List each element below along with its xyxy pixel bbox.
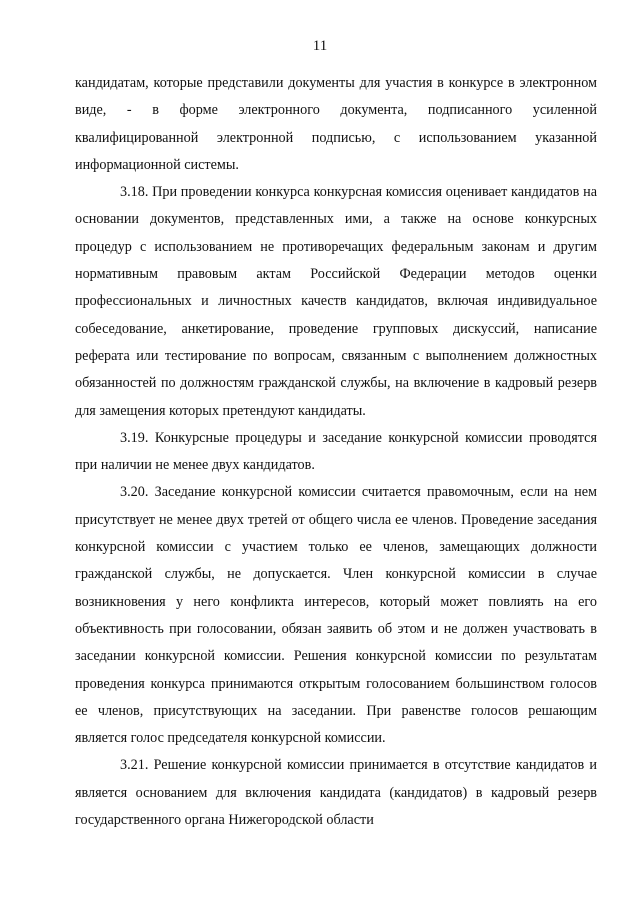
- paragraph-3-18: 3.18. При проведении конкурса конкурсная комиссия оценивает кандидатов на основании документов, представленных ими, а также на основе конкурсных процедур с использованием не противоречащих федеральным законам и другим нормативным правовым актам Российской Федерации методов оценки профессиональных и личностных качеств кандидатов, включая индивидуальное собеседование, анкетирование, проведение групповых дискуссий, написание реферата или тестирование по вопросам, связанным с выполнением должностных обязанностей по должностям гражданской службы, на включение в кадровый резерв для замещения которых претендуют кандидаты.: [75, 184, 597, 419]
- page-number: 11: [312, 38, 328, 54]
- document-body: [75, 70, 597, 834]
- paragraph-3-20: 3.20. Заседание конкурсной комиссии считается правомочным, если на нем присутствует не менее двух третей от общего числа ее членов. Проведение заседания конкурсной комиссии с участием только ее членов, замещающих должности гражданской службы, не допускается. Член конкурсной комиссии в случае возникновения у него конфликта интересов, который может повлиять на его объективность при голосовании, обязан заявить об этом и не должен участвовать в заседании конкурсной комиссии. Решения конкурсной комиссии по результатам проведения конкурса принимаются открытым голосованием большинством голосов ее членов, присутствующих на заседании. При равенстве голосов решающим является голос председателя конкурсной комиссии.: [75, 484, 597, 747]
- paragraph-continuation: кандидатам, которые представили документы для участия в конкурсе в электронном виде, - в форме электронного документа, подписанного усиленной квалифицированной электронной подписью, с использованием указанной информационной системы.: [75, 75, 597, 173]
- paragraph-3-21: 3.21. Решение конкурсной комиссии принимается в отсутствие кандидатов и является основанием для включения кандидата (кандидатов) в кадровый резерв государственного органа Нижегородской области: [75, 757, 597, 829]
- paragraph-3-19: 3.19. Конкурсные процедуры и заседание конкурсной комиссии проводятся при наличии не менее двух кандидатов.: [75, 429, 597, 474]
